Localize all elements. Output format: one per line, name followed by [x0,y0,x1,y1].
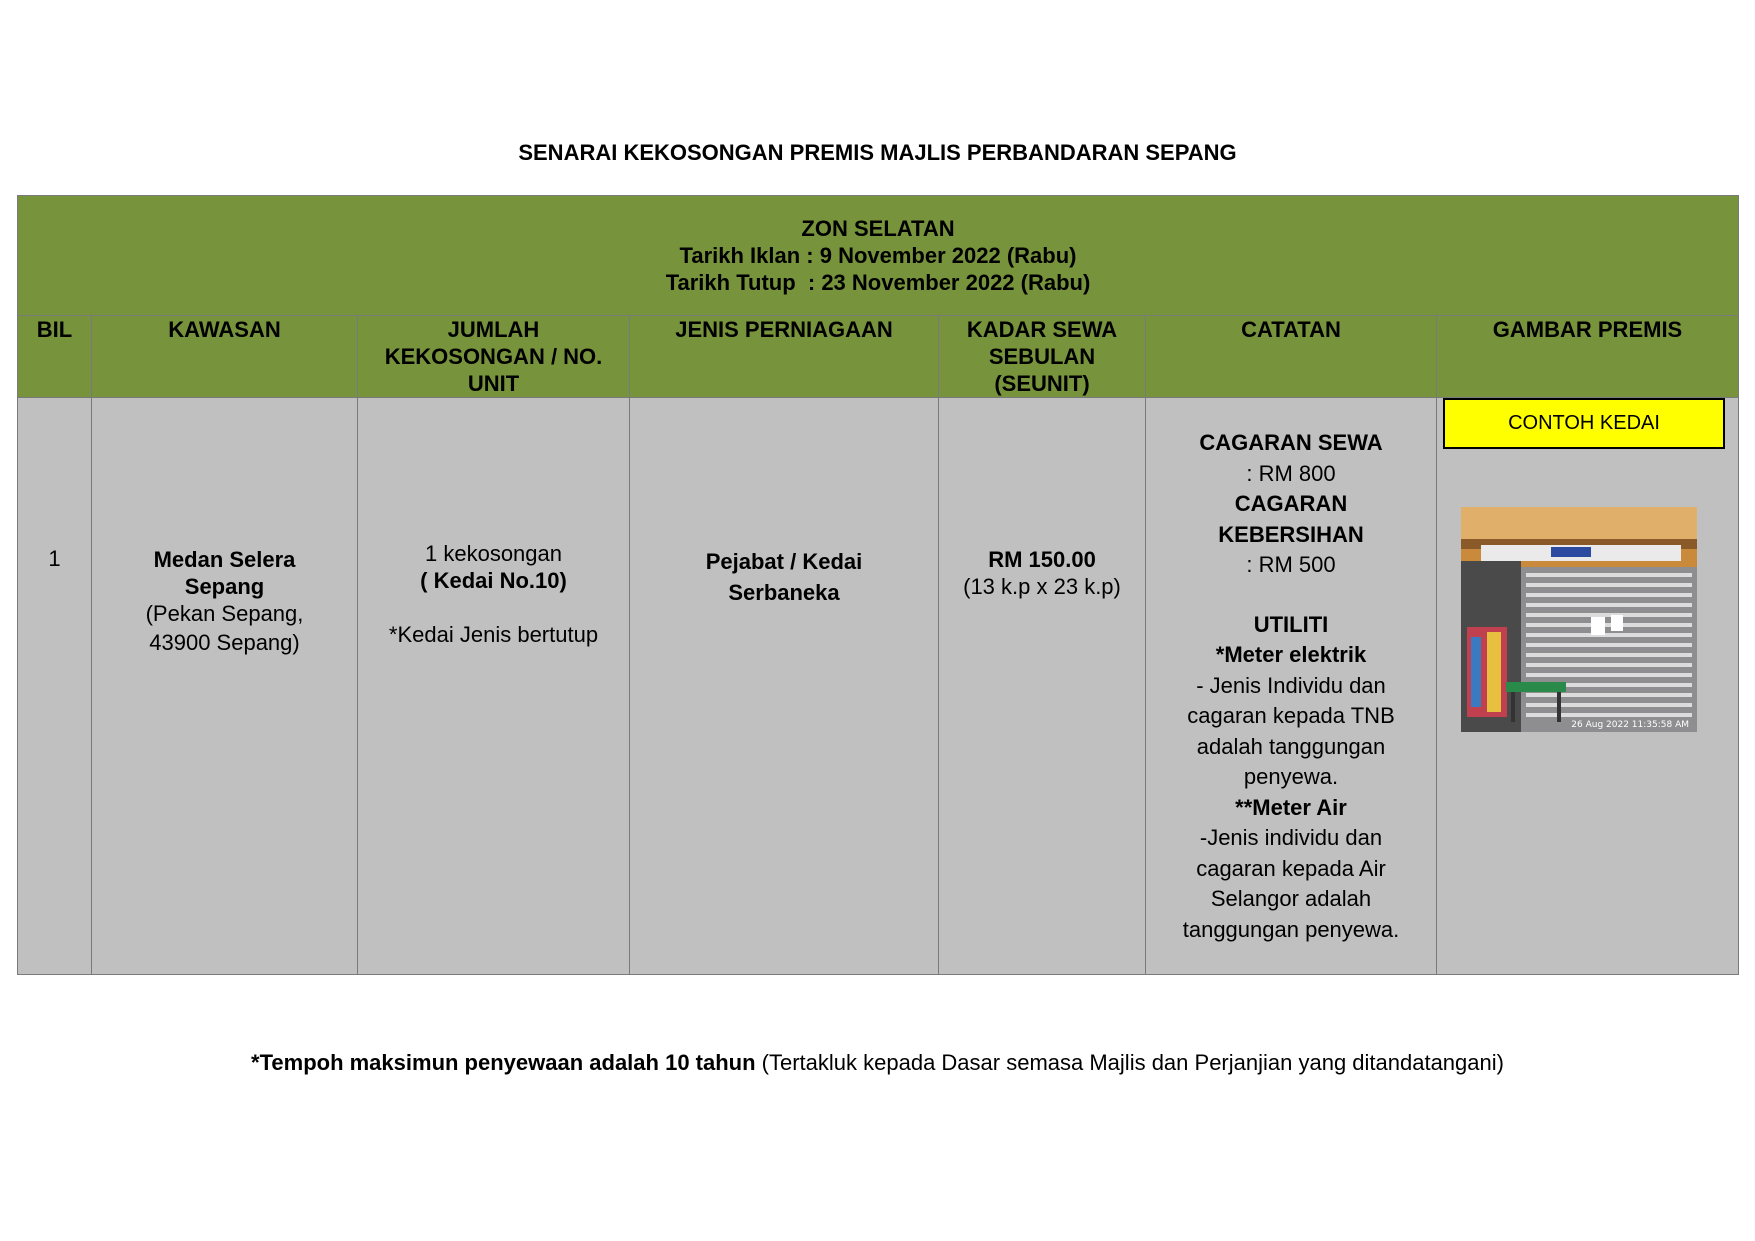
premises-photo-graphic [1461,507,1697,732]
catatan-cagaran-kebersihan-1: CAGARAN [1234,491,1348,516]
vacancy-table [17,195,1739,975]
catatan-cagaran-sewa: CAGARAN SEWA [1199,430,1383,455]
kadar-amount: RM 150.00 [988,547,1096,572]
catatan-meter-elektrik: *Meter elektrik [1215,642,1367,667]
cell-catatan [1146,398,1437,975]
zone-name: ZON SELATAN [801,216,955,241]
bil-value: 1 [48,546,61,571]
kawasan-addr-1: (Pekan Sepang, [145,601,304,626]
footer-note-bold: *Tempoh maksimun penyewaan adalah 10 tahun [251,1050,756,1075]
column-header-gambar: GAMBAR PREMIS [1437,316,1739,398]
column-header-catatan: CATATAN [1146,316,1437,398]
photo-timestamp: 26 Aug 2022 11:35:58 AM [1571,720,1689,730]
contoh-kedai-label: CONTOH KEDAI [1443,398,1725,449]
catatan-air-line-2: cagaran kepada Air [1196,855,1386,881]
catatan-cagaran-kebersihan-2: KEBERSIHAN [1218,521,1364,547]
catatan-air-line-3: Selangor adalah [1210,886,1372,911]
kadar-size: (13 k.p x 23 k.p) [963,574,1121,599]
jumlah-unit: ( Kedai No.10) [420,568,567,593]
catatan-meter-air: **Meter Air [1235,794,1347,820]
column-header-row [18,316,1739,398]
cell-gambar [1437,398,1739,975]
catatan-elektrik-line-1: - Jenis Individu dan [1196,672,1386,698]
kawasan-addr-2: 43900 Sepang) [149,630,300,655]
column-header-jumlah: JUMLAH KEKOSONGAN / NO. UNIT [358,316,630,398]
jumlah-count: 1 kekosongan [425,541,562,566]
catatan-cagaran-kebersihan-value: : RM 500 [1246,552,1336,577]
catatan-elektrik-line-4: penyewa. [1243,764,1339,789]
cell-bil [18,398,92,975]
advert-date: Tarikh Iklan : 9 November 2022 (Rabu) [679,243,1077,268]
jumlah-note: *Kedai Jenis bertutup [388,622,599,647]
catatan-air-line-1: -Jenis individu dan [1199,825,1383,850]
jenis-line-2: Serbaneka [728,580,840,605]
footer-note [0,1050,1755,1076]
premises-photo [1461,507,1697,732]
jenis-line-1: Pejabat / Kedai [705,549,863,574]
catatan-elektrik-line-2: cagaran kepada TNB [1187,703,1395,728]
column-header-bil: BIL [18,316,92,398]
catatan-air-line-4: tanggungan penyewa. [1182,916,1400,942]
page-title: SENARAI KEKOSONGAN PREMIS MAJLIS PERBANDARAN SEPANG [518,140,1237,165]
catatan-utiliti: UTILITI [1253,611,1329,637]
table-row [18,398,1739,975]
column-header-jenis: JENIS PERNIAGAAN [630,316,939,398]
cell-jumlah [358,398,630,975]
column-header-kadar: KADAR SEWA SEBULAN (SEUNIT) [939,316,1146,398]
cell-kawasan [92,398,358,975]
kawasan-name-2: Sepang [184,574,265,599]
catatan-cagaran-sewa-value: : RM 800 [1246,460,1336,486]
footer-note-normal: (Tertakluk kepada Dasar semasa Majlis dan Perjanjian yang ditandatangani) [755,1050,1504,1075]
kawasan-name-1: Medan Selera [153,547,296,572]
cell-kadar [939,398,1146,975]
closing-date: Tarikh Tutup : 23 November 2022 (Rabu) [665,270,1091,295]
cell-jenis [630,398,939,975]
catatan-elektrik-line-3: adalah tanggungan [1196,733,1386,759]
zone-header [18,196,1739,316]
column-header-kawasan: KAWASAN [92,316,358,398]
